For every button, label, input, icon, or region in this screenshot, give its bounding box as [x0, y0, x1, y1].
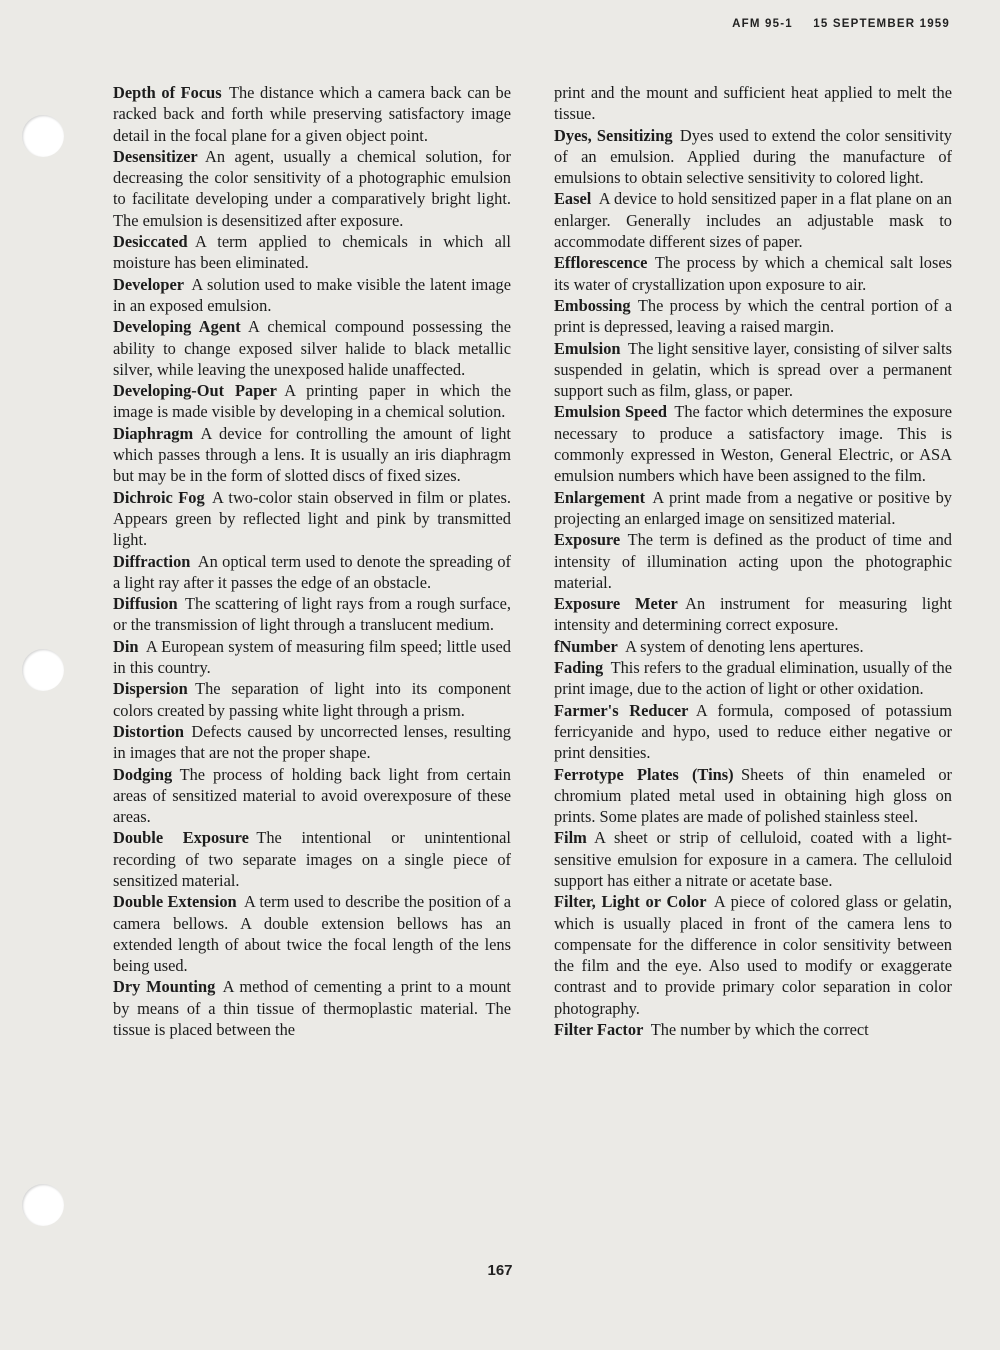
glossary-definition: An optical term used to denote the spreading of a light ray after it passes the edge of an obstacle.	[113, 551, 511, 592]
glossary-definition: The distance which a camera back can be racked back and forth while preserving satisfactory image detail in the focal plane for a given object point.	[113, 83, 511, 145]
glossary-definition: print and the mount and sufficient heat applied to melt the tissue.	[554, 83, 952, 124]
glossary-entry	[554, 827, 952, 891]
binder-hole-top	[22, 115, 64, 157]
glossary-term: Distortion	[113, 721, 185, 741]
glossary-definition: A printing paper in which the image is made visible by developing in a chemical solution.	[113, 381, 511, 422]
glossary-definition: A device for controlling the amount of light which passes through a lens. It is usually an iris diaphragm but may be in the form of slotted discs of fixed sizes.	[113, 423, 511, 486]
glossary-entry	[113, 487, 511, 551]
glossary-term: Diffraction	[113, 551, 191, 571]
glossary-entry	[113, 551, 511, 594]
glossary-entry	[113, 593, 511, 636]
glossary-entry	[554, 338, 952, 402]
glossary-entry	[554, 401, 952, 486]
glossary-term: Filter, Light or Color	[554, 892, 707, 912]
glossary-entry	[554, 700, 952, 764]
glossary-entry	[113, 146, 511, 231]
glossary-term: Desiccated	[113, 232, 188, 252]
glossary-term: Embossing	[554, 295, 631, 315]
glossary-term: Developing-Out Paper	[113, 381, 277, 401]
glossary-entry	[554, 891, 952, 1019]
glossary-term: Double Exposure	[113, 828, 249, 848]
glossary-entry	[113, 82, 511, 146]
glossary-definition: An instrument for measuring light intensity and determining correct exposure.	[554, 594, 952, 635]
binder-hole-bottom	[22, 1184, 64, 1226]
glossary-entry	[554, 657, 952, 700]
glossary-term: Diffusion	[113, 594, 178, 614]
glossary-term: Double Extension	[113, 892, 237, 912]
glossary-term: Diaphragm	[113, 423, 194, 443]
glossary-entry	[554, 1019, 952, 1040]
glossary-definition: A chemical compound possessing the ability to change exposed silver halide to black metallic silver, while leaving the unexposed halide unaffected.	[113, 317, 511, 379]
glossary-entry	[554, 764, 952, 828]
glossary-column-right	[554, 82, 952, 1040]
glossary-definition: The light sensitive layer, consisting of silver salts suspended in gelatin, which is spread over a permanent support such as film, glass, or paper.	[554, 338, 952, 401]
document-id: AFM 95-1	[732, 18, 793, 30]
glossary-definition: A sheet or strip of celluloid, coated with a light-sensitive emulsion for exposure in a camera. The celluloid support has either a nitrate or acetate base.	[554, 828, 952, 890]
glossary-definition: The process by which a chemical salt loses its water of crystallization upon exposure to air.	[554, 253, 952, 294]
glossary-term: Dry Mounting	[113, 977, 216, 997]
glossary-term: Developer	[113, 274, 184, 294]
glossary-definition: The scattering of light rays from a rough surface, or the transmission of light through a translucent medium.	[113, 594, 511, 635]
glossary-definition: The intentional or unintentional recording of two separate images on a single piece of sensitized material.	[113, 828, 511, 890]
glossary-definition: The separation of light into its component colors created by passing white light through a prism.	[113, 679, 511, 720]
glossary-definition: A term used to describe the position of a camera bellows. A double extension bellows has an extended length of about twice the focal length of the lens being used.	[113, 892, 511, 976]
glossary-entry	[113, 274, 511, 317]
glossary-term: Easel	[554, 189, 592, 209]
glossary-entry	[113, 827, 511, 891]
glossary-term: Dichroic Fog	[113, 487, 205, 507]
glossary-definition: A print made from a negative or positive by projecting an enlarged image on sensitized material.	[554, 487, 952, 528]
glossary-definition: A device to hold sensitized paper in a flat plane on an enlarger. Generally includes an adjustable mask to accommodate different sizes of paper.	[554, 189, 952, 252]
glossary-definition: The process by which the central portion of a print is depressed, leaving a raised margin.	[554, 295, 952, 337]
glossary-entry	[113, 231, 511, 274]
glossary-term: Dodging	[113, 764, 173, 784]
glossary-term: Enlargement	[554, 487, 646, 507]
glossary-entry	[554, 252, 952, 295]
glossary-entry	[554, 529, 952, 593]
glossary-entry	[113, 316, 511, 380]
glossary-definition: This refers to the gradual elimination, usually of the print image, due to the action of light or other oxidation.	[554, 658, 952, 699]
glossary-term: Desensitizer	[113, 146, 198, 166]
glossary-definition: Defects caused by uncorrected lenses, resulting in images that are not the proper shape.	[113, 721, 511, 763]
glossary-definition: A solution used to make visible the latent image in an exposed emulsion.	[113, 274, 511, 315]
glossary-term: Dyes, Sensitizing	[554, 125, 673, 145]
glossary-definition: The number by which the correct	[650, 1020, 869, 1040]
glossary-definition: The term is defined as the product of time and intensity of illumination acting upon the photographic material.	[554, 530, 952, 592]
glossary-entry	[113, 380, 511, 423]
running-header	[732, 18, 950, 30]
glossary-term: Exposure	[554, 530, 621, 550]
glossary-entry	[554, 295, 952, 338]
glossary-definition: The factor which determines the exposure necessary to produce a satisfactory image. This is commonly expressed in Weston, General Electric, or ASA emulsion numbers which have been assigned to the film.	[554, 402, 953, 486]
glossary-entry	[113, 678, 511, 721]
glossary-definition: A term applied to chemicals in which all moisture has been eliminated.	[113, 232, 511, 273]
glossary-entry	[554, 636, 952, 657]
glossary-term: Fading	[554, 658, 604, 678]
glossary-entry	[554, 82, 952, 125]
glossary-column-left	[113, 82, 511, 1040]
glossary-term: Film	[554, 828, 587, 848]
glossary-entry	[113, 764, 511, 828]
header-date: 15 SEPTEMBER 1959	[813, 18, 950, 30]
glossary-definition: An agent, usually a chemical solution, for decreasing the color sensitivity of a photographic emulsion to facilitate developing under a comparatively bright light. The emulsion is desensitized after exposure.	[113, 146, 511, 230]
glossary-definition: Dyes used to extend the color sensitivity of an emulsion. Applied during the manufacture of emulsions to obtain selective sensitivity to colored light.	[554, 125, 952, 188]
glossary-entry	[113, 721, 511, 764]
glossary-entry	[554, 188, 952, 252]
glossary-definition: A European system of measuring film speed; little used in this country.	[113, 636, 511, 678]
glossary-entry	[554, 593, 952, 636]
glossary-term: Exposure Meter	[554, 594, 678, 614]
glossary-definition: A system of denoting lens apertures.	[625, 636, 864, 656]
glossary-entry	[554, 487, 952, 530]
glossary-term: Developing Agent	[113, 317, 241, 337]
glossary-term: Depth of Focus	[113, 83, 222, 102]
glossary-definition: Sheets of thin enameled or chromium plated metal used in obtaining high gloss on prints. Some plates are made of polished stainless steel.	[554, 764, 952, 827]
glossary-term: Ferrotype Plates (Tins)	[554, 764, 734, 784]
binder-hole-middle	[22, 649, 64, 691]
glossary-entry	[113, 891, 511, 976]
glossary-definition: A method of cementing a print to a mount by means of a thin tissue of thermoplastic material. The tissue is placed between the	[113, 977, 511, 1040]
glossary-entry	[113, 976, 511, 1040]
glossary-term: Emulsion	[554, 338, 621, 358]
glossary-term: fNumber	[554, 636, 618, 656]
glossary-entry	[554, 125, 952, 189]
glossary-term: Din	[113, 636, 139, 656]
glossary-term: Farmer's Reducer	[554, 700, 689, 720]
glossary-term: Dispersion	[113, 679, 188, 699]
glossary-entry	[113, 423, 511, 487]
glossary-term: Efflorescence	[554, 253, 648, 273]
glossary-entry	[113, 636, 511, 679]
glossary-term: Filter Factor	[554, 1020, 644, 1040]
glossary-definition: A piece of colored glass or gelatin, which is usually placed in front of the camera lens to compensate for the difference in color sensitivity between the film and the eye. Also used to modify or exaggerate contrast and to provide primary color separation in color photography.	[554, 892, 952, 1018]
glossary-term: Emulsion Speed	[554, 402, 667, 422]
page-number: 167	[487, 1262, 513, 1279]
glossary-definition: A formula, composed of potassium ferricyanide and hypo, used to reduce either negative or print densities.	[554, 700, 952, 763]
glossary-definition: The process of holding back light from certain areas of sensitized material to avoid overexposure of these areas.	[113, 764, 511, 827]
glossary-definition: A two-color stain observed in film or plates. Appears green by reflected light and pink by transmitted light.	[113, 487, 511, 550]
